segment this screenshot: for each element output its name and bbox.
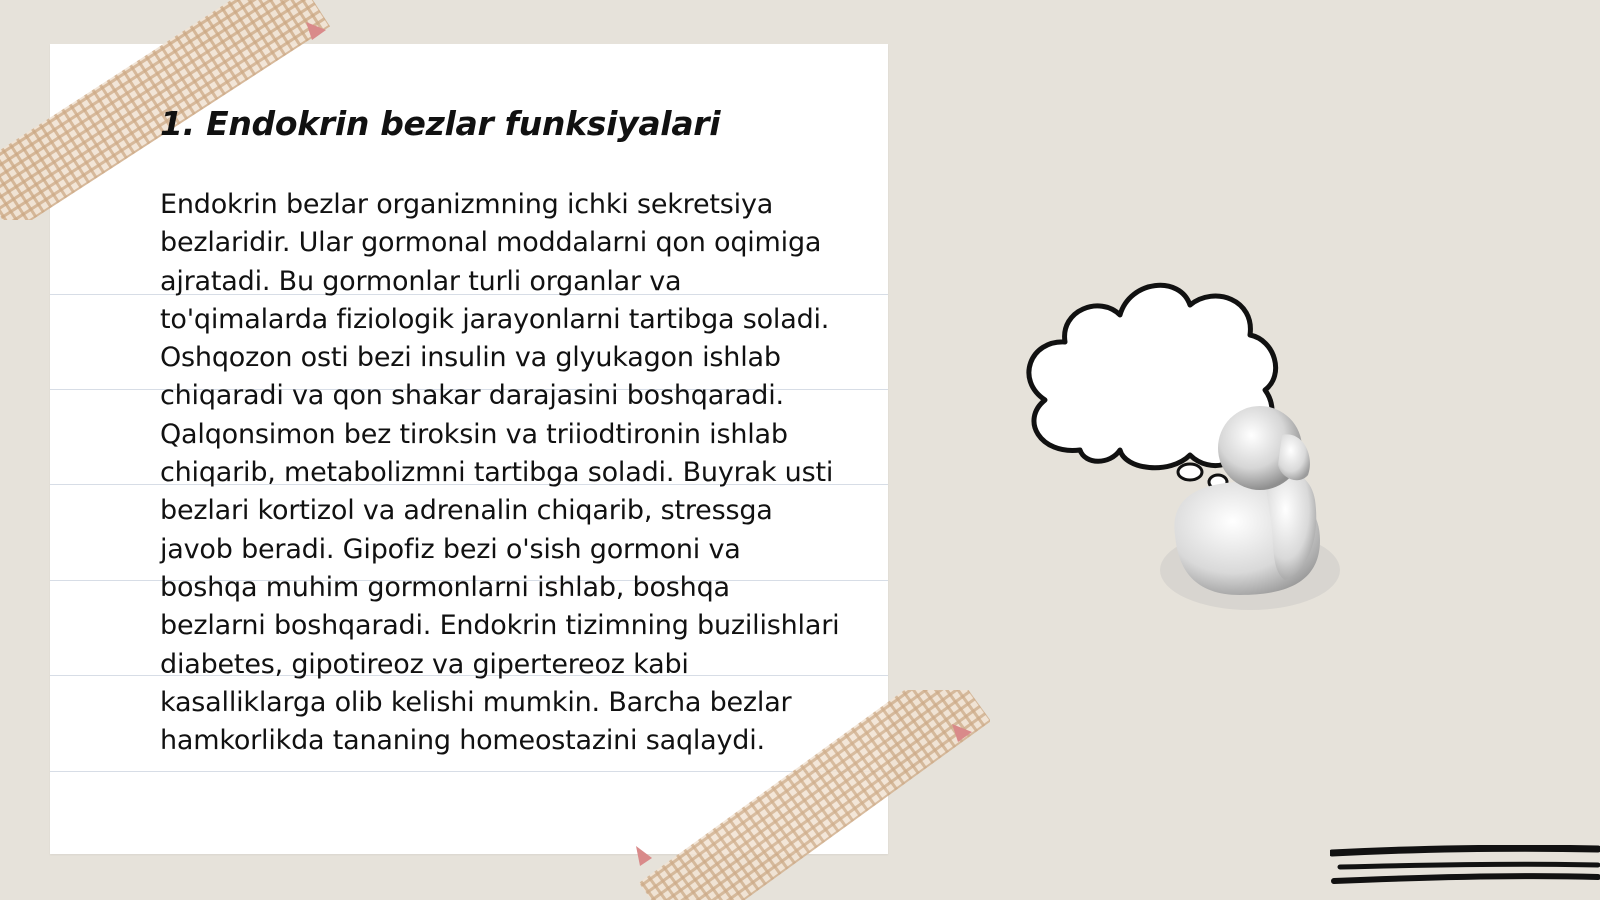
slide-body-text: Endokrin bezlar organizmning ichki sekretsiya bezlaridir. Ular gormonal moddalarni qon oqimiga ajratadi. Bu gormonlar turli organlar va to'qimalarda fiziologik jarayonlarni tartibga soladi. Oshqozon osti bezi insulin va glyukagon ishlab chiqaradi va qon shakar darajasini boshqaradi. Qalqonsimon bez tiroksin va triiodtironin ishlab chiqarib, metabolizmni tartibga soladi. Buyrak usti bezlari kortizol va adrenalin chiqarib, stressga javob beradi. Gipofiz bezi o'sish gormoni va boshqa muhim gormonlarni ishlab, boshqa bezlarni boshqaradi. Endokrin tizimning buzilishlari diabetes, gipotireoz va gipertereoz kabi kasalliklarga olib kelishi mumkin. Barcha bezlar hamkorlikda tananing homeostazini saqlaydi. [160,189,840,757]
brush-scribble-lines [1330,845,1600,895]
thinking-figure-illustration [1020,270,1350,620]
slide-title: 1. Endokrin bezlar funksiyalari [160,104,721,143]
